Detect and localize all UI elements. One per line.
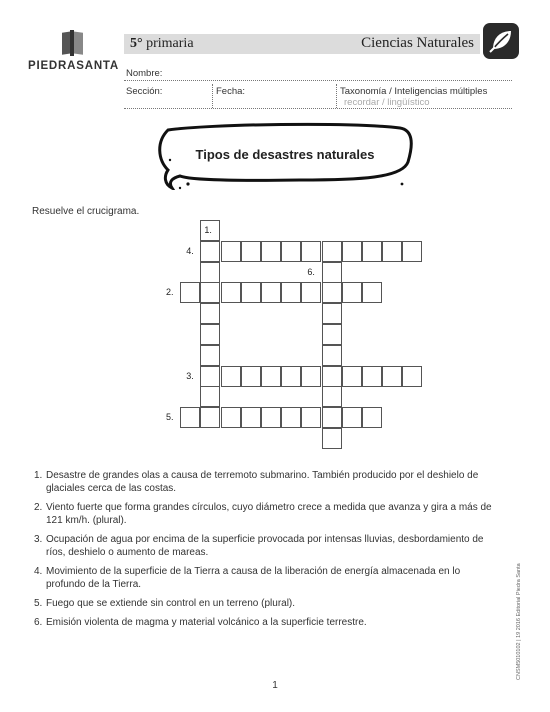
crossword-cell[interactable] bbox=[281, 366, 301, 387]
crossword-cell[interactable] bbox=[241, 407, 261, 428]
crossword-cell[interactable] bbox=[301, 366, 321, 387]
crossword-cell[interactable] bbox=[322, 262, 342, 283]
crossword-cell[interactable] bbox=[362, 366, 382, 387]
clues-list bbox=[34, 469, 502, 635]
section-date-field[interactable] bbox=[124, 108, 512, 109]
crossword-cell[interactable] bbox=[301, 282, 321, 303]
crossword-cell[interactable] bbox=[281, 407, 301, 428]
crossword-cell[interactable] bbox=[221, 282, 241, 303]
crossword-cell[interactable] bbox=[301, 241, 321, 262]
clue-number-label: 1. bbox=[204, 225, 212, 235]
taxonomy-values: recordar / lingüístico bbox=[344, 97, 430, 108]
taxonomy-label: Taxonomía / Inteligencias múltiples bbox=[340, 86, 488, 97]
crossword-cell[interactable] bbox=[322, 241, 342, 262]
crossword-cell[interactable] bbox=[322, 345, 342, 366]
crossword-cell[interactable] bbox=[241, 366, 261, 387]
crossword-cell[interactable] bbox=[261, 366, 281, 387]
crossword-cell[interactable] bbox=[362, 407, 382, 428]
book-icon bbox=[58, 30, 88, 56]
clue-number-label: 4. bbox=[186, 245, 194, 256]
crossword-cell[interactable] bbox=[322, 282, 342, 303]
crossword-cell[interactable] bbox=[200, 303, 220, 324]
leaf-icon bbox=[483, 23, 519, 59]
crossword-cell[interactable] bbox=[362, 282, 382, 303]
grade-bar bbox=[124, 34, 480, 54]
crossword-cell[interactable] bbox=[342, 366, 362, 387]
crossword-cell[interactable] bbox=[241, 241, 261, 262]
crossword-cell[interactable] bbox=[200, 282, 220, 303]
clue-5: 5. Fuego que se extiende sin control en un terreno (plural). bbox=[34, 598, 296, 609]
clue-number-label: 5. bbox=[166, 412, 174, 423]
title-banner bbox=[150, 120, 420, 190]
name-label: Nombre: bbox=[126, 68, 163, 79]
page-number: 1 bbox=[272, 680, 278, 691]
crossword-cell[interactable] bbox=[322, 386, 342, 407]
crossword-cell[interactable] bbox=[261, 282, 281, 303]
crossword-cell[interactable] bbox=[342, 407, 362, 428]
crossword-cell[interactable] bbox=[402, 241, 422, 262]
clue-6: 6. Emisión violenta de magma y material volcánico a la superficie terrestre. bbox=[34, 617, 367, 628]
crossword-cell[interactable] bbox=[322, 428, 342, 449]
crossword-cell[interactable] bbox=[322, 366, 342, 387]
crossword-cell[interactable] bbox=[241, 282, 261, 303]
publisher-name: PIEDRASANTA bbox=[28, 60, 120, 72]
crossword-cell[interactable] bbox=[281, 282, 301, 303]
crossword-cell[interactable] bbox=[382, 241, 402, 262]
crossword-cell[interactable] bbox=[200, 241, 220, 262]
crossword-cell[interactable] bbox=[200, 407, 220, 428]
clue-number-label: 2. bbox=[166, 287, 174, 298]
date-label: Fecha: bbox=[216, 86, 246, 97]
clue-1: 1. Desastre de grandes olas a causa de terremoto submarino. También producido por el deshielo de glaciales cerca de las costas. bbox=[34, 470, 479, 494]
crossword-cell[interactable] bbox=[200, 324, 220, 345]
section-label: Sección: bbox=[126, 86, 163, 97]
clue-number-label: 6. bbox=[307, 266, 315, 277]
instruction: Resuelve el crucigrama. bbox=[32, 206, 140, 217]
subject-title: Ciencias Naturales bbox=[361, 35, 474, 51]
worksheet-title: Tipos de desastres naturales bbox=[195, 147, 375, 162]
crossword-cell[interactable] bbox=[301, 407, 321, 428]
publisher-logo bbox=[28, 30, 118, 72]
crossword-cell[interactable] bbox=[322, 303, 342, 324]
clue-3: 3. Ocupación de agua por encima de la superficie provocada por intensas lluvias, desbordamiento de ríos, deshielo o aumento de mareas. bbox=[34, 534, 484, 558]
crossword-cell[interactable] bbox=[402, 366, 422, 387]
crossword-cell[interactable] bbox=[221, 241, 241, 262]
edition-note: CNSM5010102 | 19 2016 Editorial Piedra Santa bbox=[516, 563, 522, 680]
crossword-cell[interactable] bbox=[200, 366, 220, 387]
crossword-cell[interactable] bbox=[200, 386, 220, 407]
name-field[interactable] bbox=[124, 80, 512, 81]
crossword-cell[interactable] bbox=[200, 262, 220, 283]
crossword-cell[interactable] bbox=[180, 407, 200, 428]
crossword-cell[interactable] bbox=[322, 324, 342, 345]
clue-4: 4. Movimiento de la superficie de la Tierra a causa de la liberación de energía almacenada en lo profundo de la Tierra. bbox=[34, 566, 461, 590]
crossword-cell[interactable] bbox=[342, 282, 362, 303]
grade-label: 5° primaria bbox=[130, 36, 194, 51]
crossword-cell[interactable] bbox=[180, 282, 200, 303]
crossword-cell[interactable] bbox=[322, 407, 342, 428]
crossword-cell[interactable] bbox=[200, 345, 220, 366]
crossword-cell[interactable] bbox=[221, 366, 241, 387]
crossword-cell[interactable] bbox=[342, 241, 362, 262]
crossword-cell[interactable] bbox=[221, 407, 241, 428]
crossword-cell[interactable] bbox=[261, 407, 281, 428]
crossword-cell[interactable] bbox=[362, 241, 382, 262]
clue-number-label: 3. bbox=[186, 370, 194, 381]
crossword-cell[interactable] bbox=[261, 241, 281, 262]
crossword-cell[interactable] bbox=[281, 241, 301, 262]
crossword-cell[interactable] bbox=[382, 366, 402, 387]
crossword-cell[interactable] bbox=[200, 220, 220, 241]
clue-2: 2. Viento fuerte que forma grandes círculos, cuyo diámetro crece a medida que avanza y gira a más de 121 km/h. (plural). bbox=[34, 502, 492, 526]
